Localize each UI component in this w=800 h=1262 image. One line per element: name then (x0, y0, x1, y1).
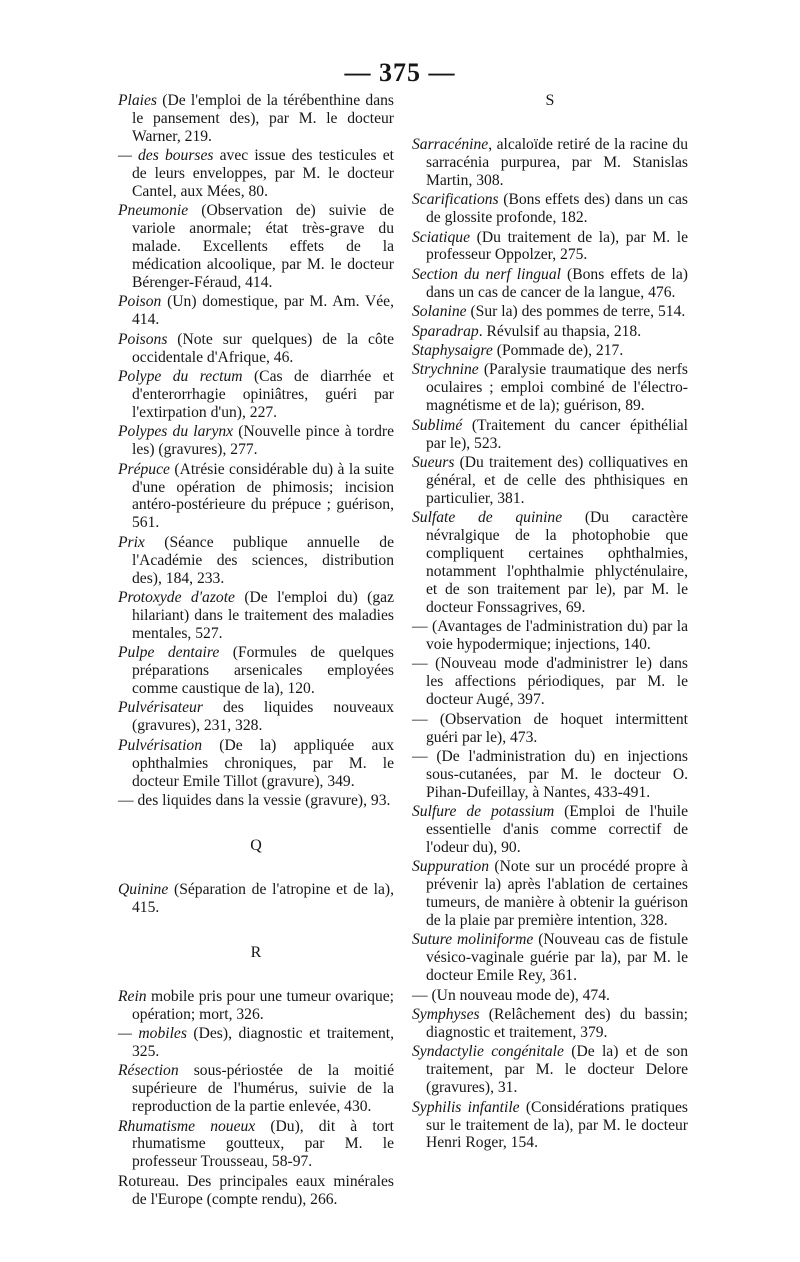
index-entry-term: Sciatique (412, 228, 471, 246)
index-column-right (412, 92, 688, 1154)
index-entry-text: (Du traitement des) colliquatives en général, et de celle des phthisiques en particulier, 381. (426, 453, 688, 507)
index-entry (118, 147, 394, 201)
index-entry-text: . Révulsif au thapsia, 218. (478, 322, 642, 340)
index-entry-text: (Sur la) des pommes de terre, 514. (466, 303, 686, 321)
index-entry-term: Section du nerf lingual (412, 265, 561, 283)
index-entry-text: (Note sur quelques) de la côte occidentale d'Afrique, 46. (132, 330, 394, 366)
index-entry (412, 454, 688, 508)
index-entry-term: Solanine (412, 303, 467, 321)
index-entry-text: avec issue des testicules et de leurs enveloppes, par M. le docteur Cantel, aux Mées, 80. (132, 147, 395, 201)
index-entry-term: Polype du rectum (118, 368, 243, 386)
index-entry-text: — (Avantages de l'administration du) par la voie hypodermique; injections, 140. (412, 618, 688, 653)
index-entry-term: Syndactylie congénitale (412, 1043, 564, 1061)
index-entry (118, 1173, 394, 1209)
index-entry-term: Symphyses (412, 1006, 480, 1024)
index-entry (118, 881, 394, 917)
index-entry-text: (De la) et de son traitement, par M. le docteur Delore (gravures), 31. (426, 1043, 688, 1097)
index-entry (412, 342, 688, 360)
index-entry-text: — (Nouveau mode d'administrer le) dans les affections périodiques, par M. le docteur Augé, 397. (412, 655, 688, 709)
index-entry (412, 1043, 688, 1097)
index-entry-term: Polypes du larynx (118, 423, 234, 441)
index-entry (412, 655, 688, 709)
index-entry-term: Sublimé (412, 416, 463, 434)
index-entry (118, 988, 394, 1024)
index-entry-text: (Séance publique annuelle de l'Académie des sciences, distribution des), 184, 233. (132, 533, 394, 587)
index-entry-term: Poisons (118, 330, 168, 348)
index-entry-term: — des bourses (118, 147, 214, 165)
index-entry-text: (De l'emploi de la térébenthine dans le pansement des), par M. le docteur Warner, 219. (132, 92, 394, 145)
index-entry-term: Syphilis infantile (412, 1098, 520, 1116)
index-entry-term: Rhumatisme noueux (118, 1117, 256, 1135)
index-entry (412, 987, 688, 1005)
page-number: — 375 — (344, 58, 456, 87)
index-entry-term: Sparadrap (412, 322, 479, 340)
index-entry-term: Plaies (118, 92, 157, 109)
index-entry (118, 423, 394, 459)
index-entry-term: Scarifications (412, 191, 499, 209)
index-entry-text: (Traitement du cancer épithélial par le), 523. (426, 416, 688, 452)
index-entry-text: (Du traitement de la), par M. le professeur Oppolzer, 275. (426, 228, 688, 264)
index-entry-text: , alcaloïde retiré de la racine du sarracénia purpurea, par M. Stanislas Martin, 308. (426, 136, 688, 189)
index-entry-term: Pulvérisateur (118, 699, 203, 717)
index-entry-text: (Des), diagnostic et traitement, 325. (132, 1024, 394, 1060)
index-entry-text: (Du), dit à tort rhumatisme goutteux, par M. le professeur Trousseau, 58-97. (132, 1117, 394, 1171)
index-entry-text: (Emploi de l'huile essentielle d'anis comme correctif de l'odeur du), 90. (426, 803, 688, 856)
index-entry (412, 191, 688, 227)
index-entry (118, 699, 394, 735)
index-entry-term: Prépuce (118, 460, 170, 478)
index-entry (118, 1025, 394, 1061)
index-entry-text: Rotureau. Des principales eaux minérales de l'Europe (compte rendu), 266. (118, 1172, 394, 1208)
index-entry (118, 792, 394, 810)
index-entry-term: Suture moliniforme (412, 931, 534, 949)
index-entry-text: (Considérations pratiques sur le traitement de la), par M. le docteur Henri Roger, 154. (426, 1098, 688, 1152)
index-entry-term: Prix (118, 533, 145, 551)
index-entry-term: Pulvérisation (118, 736, 203, 754)
index-entry-text: des liquides nouveaux (gravures), 231, 328. (132, 699, 394, 735)
index-entry (118, 534, 394, 588)
index-entry (412, 361, 688, 415)
index-entry (412, 748, 688, 802)
index-entry (118, 1062, 394, 1116)
index-entry-term: Pulpe dentaire (118, 644, 220, 662)
index-entry (412, 1099, 688, 1153)
index-column-left (118, 92, 394, 1210)
section-letter: S (545, 92, 555, 109)
index-entry-text: (Pommade de), 217. (492, 341, 624, 359)
index-entry (118, 368, 394, 422)
index-entry (412, 711, 688, 747)
index-entry-term: Poison (118, 293, 162, 311)
index-entry-text: mobile pris pour une tumeur ovarique; opération; mort, 326. (132, 987, 394, 1023)
index-entry-text: (Nouvelle pince à tordre les) (gravures), 277. (132, 423, 394, 459)
index-entry (412, 1006, 688, 1042)
index-entry-text: (Bons effets des) dans un cas de glossite profonde, 182. (426, 191, 688, 227)
section-letter: R (250, 943, 262, 961)
index-entry (412, 266, 688, 302)
index-entry-text: — (Un nouveau mode de), 474. (412, 986, 610, 1004)
index-entry-text: (Note sur un procédé propre à prévenir la) après l'ablation de certaines tumeurs, de manière à obtenir la guérison de la plaie par première intention, 328. (426, 858, 688, 930)
index-entry (118, 589, 394, 643)
index-entry-term: Suppuration (412, 858, 490, 876)
index-entry-text: — (Observation de hoquet intermittent guéri par le), 473. (412, 710, 688, 746)
section-letter: Q (250, 836, 262, 854)
index-entry-text: (Atrésie considérable du) à la suite d'une opération de phimosis; incision antéro-postérieure du prépuce ; guérison, 561. (132, 460, 394, 532)
index-entry-text: (Formules de quelques préparations arsenicales employées comme caustique de la), 120. (132, 644, 394, 697)
index-entry-term: — mobiles (118, 1024, 187, 1042)
index-entry-term: Sulfure de potassium (412, 803, 555, 821)
index-entry (118, 331, 394, 367)
index-entry-text: (Séparation de l'atropine et de la), 415. (132, 880, 394, 916)
index-entry (118, 1118, 394, 1172)
index-entry-text: (Relâchement des) du bassin; diagnostic et traitement, 379. (426, 1006, 688, 1041)
index-entry (412, 303, 688, 321)
index-entry (412, 229, 688, 265)
index-entry-text: sous-périostée de la moitié supérieure de l'humérus, suivie de la reproduction de la partie enlevée, 430. (132, 1062, 394, 1116)
index-entry-term: Sueurs (412, 453, 455, 471)
index-entry-term: Quinine (118, 880, 169, 898)
index-entry (118, 737, 394, 791)
index-entry-term: Staphysaigre (412, 341, 493, 359)
index-entry (412, 323, 688, 341)
index-entry-text: — des liquides dans la vessie (gravure), 93. (118, 791, 391, 809)
index-entry (118, 644, 394, 698)
index-entry-text: (Du caractère névralgique de la photophobie que compliquent certaines ophthalmies, notamment l'ophthalmie phlycténulaire, et de son traitement par le), par M. le docteur Fonssagrives, 69. (426, 509, 688, 616)
index-entry-term: Résection (118, 1062, 179, 1080)
index-entry-term: Strychnine (412, 361, 479, 379)
index-entry-text: (Observation de) suivie de variole anormale; état très-grave du malade. Excellents effets de la médication alcoolique, par M. le docteur Bérenger-Féraud, 414. (132, 202, 394, 292)
index-entry-term: Sarracénine (412, 136, 489, 153)
index-entry (412, 509, 688, 616)
index-entry (118, 202, 394, 292)
index-entry (412, 136, 688, 190)
index-entry-text: (De l'emploi du) (gaz hilariant) dans le traitement des maladies mentales, 527. (132, 588, 394, 642)
index-entry (412, 417, 688, 453)
index-entry (118, 92, 394, 146)
index-entry-text: — (De l'administration du) en injections sous-cutanées, par M. le docteur O. Pihan-Dufeillay, à Nantes, 433-491. (412, 747, 688, 801)
index-entry (412, 931, 688, 985)
index-entry-text: (Bons effets de la) dans un cas de cancer de la langue, 476. (426, 265, 688, 301)
index-entry-term: Pneumonie (118, 202, 189, 220)
index-entry-text: (Paralysie traumatique des nerfs oculaires ; emploi combiné de l'électro-magnétisme et de la); guérison, 89. (426, 361, 688, 415)
index-entry (412, 803, 688, 857)
index-entry (412, 618, 688, 654)
index-entry-term: Protoxyde d'azote (118, 588, 235, 606)
index-entry (118, 461, 394, 533)
index-entry-term: Rein (118, 987, 147, 1005)
index-entry (118, 293, 394, 329)
index-entry (412, 858, 688, 930)
index-entry-term: Sulfate de quinine (412, 509, 563, 527)
index-entry-text: (Cas de diarrhée et d'enterorrhagie opiniâtres, guéri par l'extirpation d'un), 227. (132, 368, 394, 421)
index-entry-text: (Un) domestique, par M. Am. Vée, 414. (132, 293, 394, 329)
index-entry-text: (De la) appliquée aux ophthalmies chroniques, par M. le docteur Emile Tillot (gravure), 349. (132, 736, 394, 790)
index-entry-text: (Nouveau cas de fistule vésico-vaginale guérie par la), par M. le docteur Emile Rey, 361. (426, 931, 689, 985)
